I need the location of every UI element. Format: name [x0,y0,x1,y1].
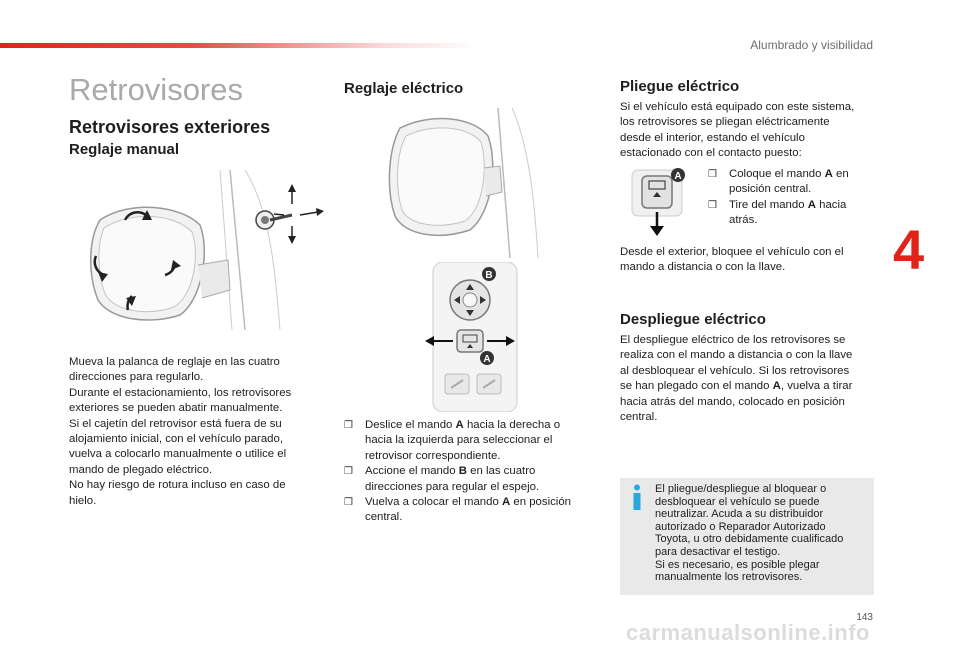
manual-line: exteriores se pueden abatir manualmente. [69,402,283,415]
info-line: Si es necesario, es posible plegar [655,558,820,571]
info-text [655,483,867,584]
fold-intro-line: estacionado con el contacto puesto: [620,147,802,160]
fold-steps [708,167,874,229]
header-accent-bar [0,43,480,48]
info-icon [631,484,643,510]
step-line: hacia la izquierda para seleccionar el [365,434,553,447]
manual-line: Mueva la palanca de reglaje en las cuatro [69,356,280,368]
bullet-mark: ❒ [708,169,717,180]
step-line: Accione el mando B en las cuatro [365,465,536,478]
manual-heading: Reglaje manual [69,141,180,158]
step-line: direcciones para regular el espejo. [365,480,540,493]
fold-outside-line: Desde el exterior, bloquee el vehículo con el [620,246,844,258]
fold-label-a: A [674,171,682,182]
info-line: desbloquear el vehículo se puede [655,495,820,508]
fold-outside-text [620,245,876,276]
manual-line: direcciones para regularlo. [69,371,204,384]
unfold-heading: Despliegue eléctrico [620,311,766,328]
page-number: 143 [856,612,873,623]
manual-line: mando de plegado eléctrico. [69,463,213,476]
manual-line: Durante el estacionamiento, los retrovisores [69,386,292,399]
unfold-line: El despliegue eléctrico de los retrovisores se [620,334,846,346]
info-line: Toyota, u otro debidamente cualificado [655,533,844,546]
fold-intro-line: los retrovisores se pliegan eléctricamente [620,116,830,129]
unfold-line: central. [620,411,658,424]
exterior-heading: Retrovisores exteriores [69,117,271,137]
fold-outside-line: mando a distancia o con la llave. [620,261,786,274]
manual-line: vuelva a colocarlo manualmente o utilice el [69,448,287,461]
electric-adjust-heading: Reglaje eléctrico [344,80,464,97]
label-b: B [485,270,493,281]
info-line: manualmente los retrovisores. [655,571,803,584]
step-line: Coloque el mando A en [729,168,849,180]
fold-step-1 [708,167,874,198]
manual-line: No hay riesgo de rotura incluso en caso de [69,479,286,492]
info-box [620,478,874,595]
bullet-mark: ❒ [708,199,717,211]
fold-heading: Pliegue eléctrico [620,78,740,95]
unfold-line: se han plegado con el mando A, vuelva a tirar [620,380,853,393]
electric-mirror-illustration [380,108,540,258]
step-line: central. [365,511,403,524]
step-line: posición central. [729,183,812,196]
page-title: Retrovisores [69,72,243,107]
chapter-number: 4 [893,218,925,281]
info-line: autorizado o Reparador Autorizado [655,520,826,533]
step-line: Tire del mando A hacia [729,198,847,211]
step-line: atrás. [729,214,758,227]
unfold-line: realiza con el mando a distancia o con la llave [620,349,853,362]
section-name: Alumbrado y visibilidad [750,38,873,52]
watermark: carmanualsonline.info [626,620,870,645]
fold-intro-line: Si el vehículo está equipado con este sistema, [620,101,855,113]
manual-line: Si el cajetín del retrovisor está fuera de su [69,417,282,430]
step-line: retrovisor correspondiente. [365,449,501,462]
fold-intro-line: desde el interior, estando el vehículo [620,131,805,144]
bullet-mark: ❒ [344,466,353,478]
manual-mirror-illustration [70,170,330,330]
electric-control-illustration [425,262,525,412]
unfold-line: al desbloquear el vehículo. Si los retrovisores [620,364,850,377]
electric-adjust-steps [344,418,594,526]
unfold-paragraph [620,333,876,425]
fold-intro [620,100,876,162]
bullet-mark: ❒ [344,497,353,509]
info-line: neutralizar. Acuda a su distribuidor [655,508,824,521]
manual-paragraph [69,355,314,509]
fold-step-2 [708,198,874,229]
fold-control-illustration [628,166,690,238]
step-line: Deslice el mando A hacia la derecha o [365,419,561,431]
electric-step-2 [344,464,594,495]
info-line: para desactivar el testigo. [655,545,781,558]
step-line: Vuelva a colocar el mando A en posición [365,496,572,509]
electric-step-1 [344,418,594,464]
electric-step-3 [344,495,594,526]
manual-line: alojamiento inicial, con el vehículo parado, [69,433,284,446]
info-line: El pliegue/despliegue al bloquear o [655,483,827,495]
unfold-line: hacia atrás del mando, colocado en posición [620,395,845,408]
bullet-mark: ❒ [344,420,353,431]
manual-line: hielo. [69,494,97,507]
label-a: A [483,354,491,365]
